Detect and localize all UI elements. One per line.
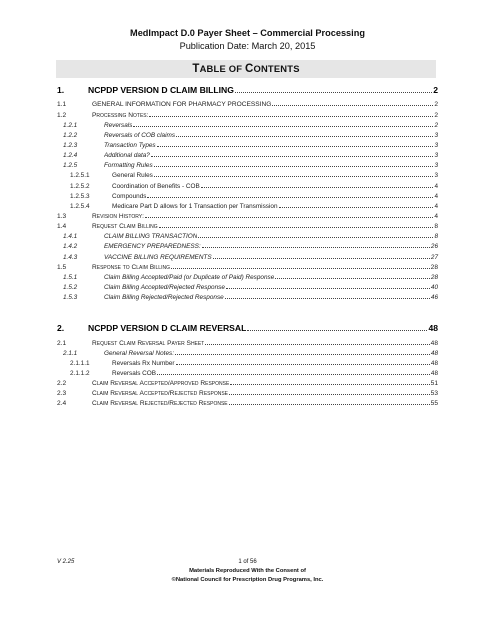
toc-entry-page: 2 bbox=[434, 112, 438, 119]
toc-dot-leader bbox=[157, 145, 434, 147]
toc-entry[interactable] bbox=[57, 323, 438, 333]
toc-dot-leader bbox=[145, 216, 433, 218]
toc-entry-page: 3 bbox=[434, 162, 438, 169]
toc-entry-number: 1.5.3 bbox=[63, 294, 78, 301]
toc-entry-number: 1.4 bbox=[57, 223, 67, 230]
toc-entry[interactable] bbox=[70, 193, 438, 200]
toc-entry-title: Compounds bbox=[112, 193, 147, 200]
toc-dot-leader bbox=[154, 165, 434, 167]
toc-entry-page: 4 bbox=[434, 203, 438, 210]
toc-dot-leader bbox=[235, 91, 432, 93]
toc-entry-page: 51 bbox=[430, 380, 438, 387]
toc-entry[interactable] bbox=[70, 203, 438, 210]
toc-entry[interactable] bbox=[57, 213, 438, 220]
toc-entry-number: 1.2.5.2 bbox=[70, 183, 90, 190]
toc-entry-page: 2 bbox=[434, 122, 438, 129]
toc-entry[interactable] bbox=[57, 85, 438, 95]
publication-date: Publication Date: March 20, 2015 bbox=[179, 41, 316, 51]
toc-dot-leader bbox=[205, 343, 429, 345]
toc-entry-page: 3 bbox=[434, 132, 438, 139]
toc-entry[interactable] bbox=[63, 142, 438, 149]
toc-entry[interactable] bbox=[63, 254, 438, 261]
toc-entry-title: Formatting Rules bbox=[104, 162, 153, 169]
toc-entry-title: Reversals bbox=[104, 122, 133, 129]
toc-entry-number: 2.2 bbox=[57, 380, 67, 387]
toc-dot-leader bbox=[272, 104, 433, 106]
toc-entry-title: Reversals COB bbox=[112, 370, 157, 377]
toc-entry-title: NCPDP VERSION D CLAIM REVERSAL bbox=[88, 323, 247, 333]
toc-dot-leader bbox=[279, 206, 434, 208]
toc-entry-title: Request Claim Billing bbox=[92, 223, 158, 230]
toc-dot-leader bbox=[147, 196, 433, 198]
toc-entry-number: 1.2.1 bbox=[63, 122, 78, 129]
toc-entry-number: 1.2.3 bbox=[63, 142, 78, 149]
toc-entry-number: 2.4 bbox=[57, 400, 67, 407]
toc-entry-page: 48 bbox=[430, 350, 438, 357]
toc-entry-title: Request Claim Reversal Payer Sheet bbox=[92, 340, 205, 347]
toc-entry[interactable] bbox=[63, 233, 438, 240]
toc-entry-number: 1.5.2 bbox=[63, 284, 78, 291]
toc-entry-title: Claim Reversal Accepted/Rejected Response bbox=[92, 390, 228, 397]
toc-entry-page: 27 bbox=[430, 254, 438, 261]
toc-entry-number: 2.1.1.1 bbox=[70, 360, 90, 367]
toc-entry-page: 48 bbox=[430, 360, 438, 367]
toc-entry-number: 1.2.4 bbox=[63, 152, 78, 159]
toc-entry-number: 1.5 bbox=[57, 264, 67, 271]
footer-council: ©National Council for Prescription Drug Programs, Inc. bbox=[171, 577, 324, 583]
toc-entry[interactable] bbox=[57, 400, 438, 407]
toc-entry-number: 1.4.1 bbox=[63, 233, 78, 240]
toc-entry[interactable] bbox=[63, 274, 438, 281]
toc-dot-leader bbox=[154, 175, 434, 177]
footer-version: V 2.25 bbox=[57, 559, 75, 565]
toc-dot-leader bbox=[176, 363, 430, 365]
toc-entry-page: 3 bbox=[434, 142, 438, 149]
toc-dot-leader bbox=[159, 226, 434, 228]
toc-entry-page: 55 bbox=[430, 400, 438, 407]
toc-dot-leader bbox=[201, 186, 434, 188]
toc-entry-page: 53 bbox=[430, 390, 438, 397]
toc-entry-number: 1.2 bbox=[57, 112, 67, 119]
toc-entry-title: Reversals Rx Number bbox=[112, 360, 175, 367]
toc-entry[interactable] bbox=[63, 284, 438, 291]
toc-entry-number: 1.5.1 bbox=[63, 274, 78, 281]
toc-entry-title: Claim Billing Accepted/Rejected Response bbox=[104, 284, 225, 291]
toc-entry-title: Additional data? bbox=[104, 152, 150, 159]
toc-entry-number: 2.3 bbox=[57, 390, 67, 397]
toc-entry[interactable] bbox=[63, 132, 438, 139]
toc-dot-leader bbox=[213, 257, 430, 259]
toc-entry[interactable] bbox=[70, 370, 438, 377]
toc-entry[interactable] bbox=[63, 152, 438, 159]
toc-entry-title: Claim Reversal Rejected/Rejected Response bbox=[92, 400, 228, 407]
toc-entry-number: 2.1.1 bbox=[63, 350, 78, 357]
toc-entry-title: Processing Notes: bbox=[92, 112, 149, 119]
toc-entry-number: 1.4.3 bbox=[63, 254, 78, 261]
toc-entry-page: 8 bbox=[434, 233, 438, 240]
toc-entry[interactable] bbox=[57, 264, 438, 271]
toc-entry-title: Claim Billing Accepted/Paid (or Duplicate of Paid) Response bbox=[104, 274, 275, 281]
toc-entry[interactable] bbox=[57, 112, 438, 119]
toc-entry-number: 1.2.5.4 bbox=[70, 203, 90, 210]
toc-entry-number: 1.1 bbox=[57, 101, 67, 108]
toc-entry-page: 3 bbox=[434, 172, 438, 179]
toc-entry[interactable] bbox=[70, 183, 438, 190]
toc-entry-page: 48 bbox=[428, 323, 438, 333]
toc-dot-leader bbox=[198, 236, 433, 238]
toc-entry-title: CLAIM BILLING TRANSACTION bbox=[104, 233, 198, 240]
toc-entry[interactable] bbox=[57, 340, 438, 347]
toc-entry-number: 1.2.5.3 bbox=[70, 193, 90, 200]
toc-entry-page: 4 bbox=[434, 183, 438, 190]
toc-entry-title: Transaction Types bbox=[104, 142, 156, 149]
toc-entry[interactable] bbox=[57, 390, 438, 397]
toc-entry-page: 40 bbox=[430, 284, 438, 291]
toc-entry-title: Reversals of COB claims bbox=[104, 132, 176, 139]
toc-dot-leader bbox=[149, 115, 433, 117]
toc-entry-number: 2.1 bbox=[57, 340, 67, 347]
toc-entry-title: Coordination of Benefits - COB bbox=[112, 183, 200, 190]
toc-dot-leader bbox=[247, 329, 427, 331]
toc-entry-number: 1.2.2 bbox=[63, 132, 78, 139]
toc-heading: TABLE OF CONTENTS bbox=[56, 60, 436, 78]
toc-dot-leader bbox=[171, 267, 430, 269]
toc-entry-page: 4 bbox=[434, 213, 438, 220]
toc-dot-leader bbox=[225, 297, 430, 299]
toc-entry-number: 1.2.5.1 bbox=[70, 172, 90, 179]
toc-entry-title: GENERAL INFORMATION FOR PHARMACY PROCESSING bbox=[92, 101, 272, 108]
toc-entry-title: Claim Reversal Accepted/Approved Response bbox=[92, 380, 230, 387]
toc-entry-page: 26 bbox=[430, 243, 438, 250]
toc-entry[interactable] bbox=[63, 294, 438, 301]
toc-entry[interactable] bbox=[63, 122, 438, 129]
toc-dot-leader bbox=[176, 135, 433, 137]
toc-entry[interactable] bbox=[63, 162, 438, 169]
toc-entry-page: 28 bbox=[430, 274, 438, 281]
toc-entry-title: VACCINE BILLING REQUIREMENTS bbox=[104, 254, 212, 261]
toc-entry-number: 1.4.2 bbox=[63, 243, 78, 250]
toc-dot-leader bbox=[133, 125, 433, 127]
document-title: MedImpact D.0 Payer Sheet – Commercial Processing bbox=[130, 28, 365, 38]
toc-dot-leader bbox=[275, 277, 430, 279]
toc-dot-leader bbox=[226, 287, 430, 289]
toc-entry-number: 1.2.5 bbox=[63, 162, 78, 169]
toc-dot-leader bbox=[202, 246, 430, 248]
toc-entry[interactable] bbox=[63, 350, 438, 357]
toc-dot-leader bbox=[151, 155, 434, 157]
toc-entry-number: 2.1.1.2 bbox=[70, 370, 90, 377]
toc-entry-title: Medicare Part D allows for 1 Transaction per Transmission bbox=[112, 203, 278, 210]
toc-entry-title: NCPDP VERSION D CLAIM BILLING bbox=[88, 85, 234, 95]
toc-dot-leader bbox=[229, 393, 430, 395]
toc-entry-title: Revision History: bbox=[92, 213, 144, 220]
toc-dot-leader bbox=[229, 403, 430, 405]
toc-dot-leader bbox=[230, 383, 429, 385]
toc-entry[interactable] bbox=[57, 101, 438, 108]
toc-entry-number: 1. bbox=[57, 85, 65, 95]
footer-page-number: 1 of 56 bbox=[238, 559, 257, 565]
toc-entry-title: EMERGENCY PREPAREDNESS: bbox=[104, 243, 201, 250]
footer-consent: Materials Reproduced With the Consent of bbox=[189, 568, 306, 574]
toc-entry-title: General Rules bbox=[112, 172, 153, 179]
toc-entry-page: 48 bbox=[430, 340, 438, 347]
toc-entry-page: 46 bbox=[430, 294, 438, 301]
toc-entry-page: 4 bbox=[434, 193, 438, 200]
toc-entry-page: 8 bbox=[434, 223, 438, 230]
toc-entry-number: 2. bbox=[57, 323, 65, 333]
toc-entry-page: 3 bbox=[434, 152, 438, 159]
toc-entry[interactable] bbox=[57, 380, 438, 387]
toc-dot-leader bbox=[175, 353, 430, 355]
toc-entry-page: 48 bbox=[430, 370, 438, 377]
toc-entry[interactable] bbox=[70, 172, 438, 179]
toc-entry-title: General Reversal Notes: bbox=[104, 350, 174, 357]
toc-entry[interactable] bbox=[63, 243, 438, 250]
toc-entry-title: Claim Billing Rejected/Rejected Response bbox=[104, 294, 224, 301]
toc-entry-title: Response to Claim Billing bbox=[92, 264, 170, 271]
toc-dot-leader bbox=[157, 373, 430, 375]
toc-entry[interactable] bbox=[70, 360, 438, 367]
toc-entry[interactable] bbox=[57, 223, 438, 230]
toc-entry-page: 28 bbox=[430, 264, 438, 271]
toc-entry-page: 2 bbox=[434, 101, 438, 108]
toc-entry-page: 2 bbox=[433, 85, 438, 95]
toc-entry-number: 1.3 bbox=[57, 213, 67, 220]
